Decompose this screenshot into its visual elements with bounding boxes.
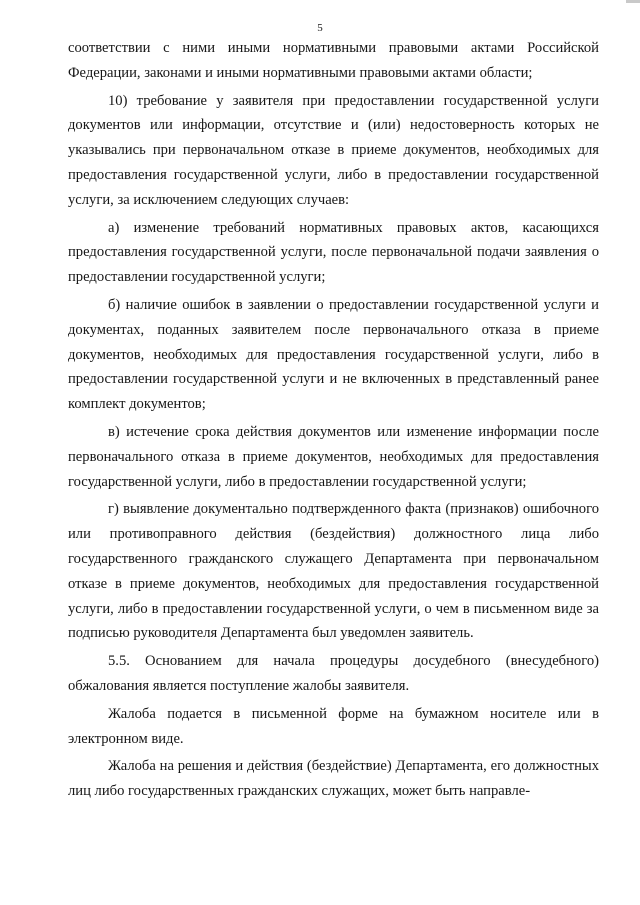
paragraph-subitem-g: г) выявление документально подтвержденного факта (признаков) ошибочного или противоправного действия (бездействия) должностного лица либо государственного гражданского служащего Департамента при первоначальном отказе в приеме документов, необходимых для предоставления государственной услуги, либо в предоставлении государственной услуги, о чем в письменном виде за подписью руководителя Департамента был уведомлен заявитель. <box>68 501 599 642</box>
page-number: 5 <box>317 22 323 34</box>
scan-edge-mark <box>626 0 640 3</box>
paragraph-subitem-a: а) изменение требований нормативных правовых актов, касающихся предоставления государственной услуги, после первоначальной подачи заявления о предоставлении государственной услуги; <box>68 219 599 286</box>
paragraph-subitem-b: б) наличие ошибок в заявлении о предоставлении государственной услуги и документах, поданных заявителем после первоначального отказа в приеме документов, необходимых для предоставления государственной услуги, либо в предоставлении государственной услуги и не включенных в представленный ранее комплект документов; <box>68 296 599 413</box>
paragraph-section-5-5: 5.5. Основанием для начала процедуры досудебного (внесудебного) обжалования является поступление жалобы заявителя. <box>68 653 599 694</box>
paragraph-complaint-submission: Жалоба на решения и действия (бездействие) Департамента, его должностных лиц либо государственных гражданских служащих, может быть направле- <box>68 758 599 800</box>
paragraph-continuation: соответствии с ними иными нормативными правовыми актами Российской Федерации, законами и иными нормативными правовыми актами области; <box>68 40 599 81</box>
document-body <box>68 36 599 804</box>
paragraph-subitem-v: в) истечение срока действия документов или изменение информации после первоначального отказа в приеме документов, необходимых для предоставления государственной услуги, либо в предоставлении государственной услуги; <box>68 423 599 490</box>
paragraph-complaint-form: Жалоба подается в письменной форме на бумажном носителе или в электронном виде. <box>68 705 599 747</box>
paragraph-item-10: 10) требование у заявителя при предоставлении государственной услуги документов или информации, отсутствие и (или) недостоверность которых не указывались при первоначальном отказе в приеме документов, необходимых для предоставления государственной услуги, либо в предоставлении государственной услуги, за исключением следующих случаев: <box>68 92 599 208</box>
